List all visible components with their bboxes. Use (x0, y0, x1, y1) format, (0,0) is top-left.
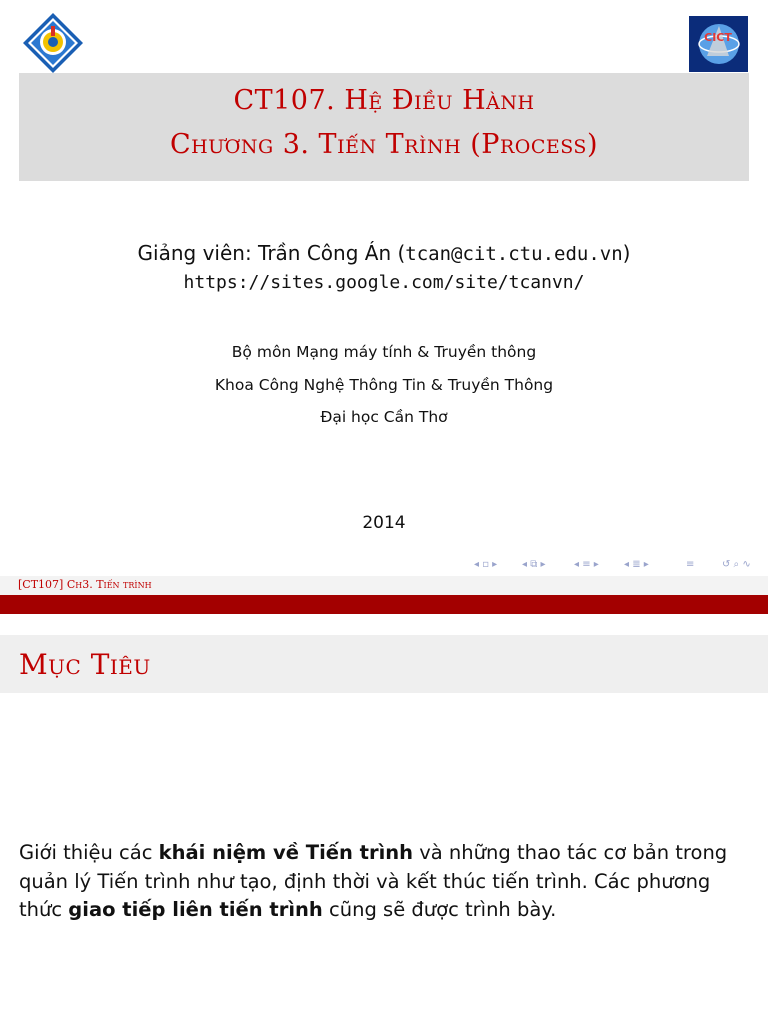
red-divider (0, 595, 768, 614)
text-part-2: và những thao tác cơ bản trong quản lý Tiến trình như tạo, định thời và kết thúc tiến trình. Các phương thức (19, 841, 728, 921)
title-box (19, 73, 749, 181)
year: 2014 (362, 513, 406, 533)
nav-menu-icon[interactable]: ≡ (686, 559, 695, 570)
department: Bộ môn Mạng máy tính & Truyền thông (231, 343, 537, 361)
nav-section-icon[interactable]: ◂ ≣ ▸ (624, 559, 649, 570)
header-bar (0, 576, 768, 595)
svg-text:CICT: CICT (704, 31, 732, 44)
slide-header: [CT107] Ch3. Tiến trình (18, 578, 152, 591)
beamer-navigation (474, 559, 768, 575)
objectives-text (19, 839, 749, 925)
course-title: CT107. Hệ Điều Hành (233, 85, 535, 116)
objectives-slide (0, 576, 768, 1024)
text-part-1: Giới thiệu các (19, 841, 159, 864)
university: Đại học Cần Thơ (320, 408, 448, 426)
author-website[interactable]: https://sites.google.com/site/tcanvn/ (183, 272, 585, 293)
author-name: Giảng viên: Trần Công Án ( (137, 241, 406, 265)
nav-subsection-icon[interactable]: ◂ ≡ ▸ (574, 559, 599, 570)
author-suffix: ) (622, 241, 631, 265)
bold-process-concept: khái niệm về Tiến trình (158, 841, 414, 864)
university-logo-icon (22, 12, 84, 74)
cict-logo-icon (689, 16, 748, 72)
frame-title: Mục Tiêu (19, 648, 151, 681)
text-part-3: cũng sẽ được trình bày. (322, 898, 557, 921)
chapter-title: Chương 3. Tiến Trình (Process) (170, 129, 598, 160)
author-line (0, 241, 768, 265)
nav-search-icon[interactable]: ↺ ⌕ ∿ (722, 559, 751, 570)
nav-frame-icon[interactable]: ◂ ⧉ ▸ (522, 559, 546, 570)
nav-prev-icon[interactable]: ◂ ▫ ▸ (474, 559, 498, 570)
faculty: Khoa Công Nghệ Thông Tin & Truyền Thông (214, 376, 554, 394)
bold-ipc: giao tiếp liên tiến trình (68, 898, 323, 921)
author-email[interactable]: tcan@cit.ctu.edu.vn (405, 243, 623, 265)
